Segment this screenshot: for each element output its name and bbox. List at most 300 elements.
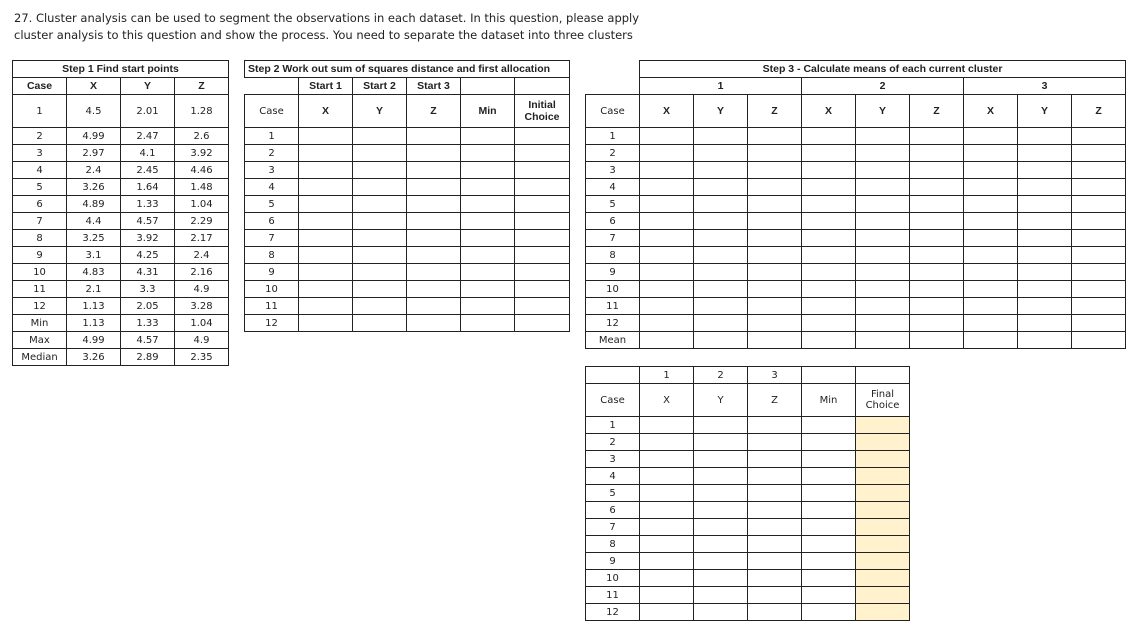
input-cell[interactable] — [802, 315, 856, 332]
input-cell[interactable] — [694, 604, 748, 621]
input-cell[interactable] — [407, 213, 461, 230]
input-cell[interactable] — [748, 247, 802, 264]
final-choice-cell[interactable] — [856, 417, 910, 434]
input-cell[interactable] — [640, 264, 694, 281]
input-cell[interactable] — [299, 298, 353, 315]
input-cell[interactable] — [694, 247, 748, 264]
input-cell[interactable] — [856, 162, 910, 179]
input-cell[interactable] — [964, 179, 1018, 196]
input-cell[interactable] — [964, 145, 1018, 162]
input-cell[interactable] — [748, 298, 802, 315]
column-header: Y — [694, 95, 748, 128]
input-cell[interactable] — [964, 281, 1018, 298]
row-label: 5 — [586, 485, 640, 502]
input-cell[interactable] — [802, 468, 856, 485]
row-label: 1 — [586, 417, 640, 434]
input-cell[interactable] — [802, 519, 856, 536]
input-cell[interactable] — [299, 196, 353, 213]
input-cell[interactable] — [299, 264, 353, 281]
row-label: 5 — [13, 179, 67, 196]
input-cell[interactable] — [910, 264, 964, 281]
column-header: X — [964, 95, 1018, 128]
input-cell[interactable] — [856, 179, 910, 196]
input-cell[interactable] — [353, 128, 407, 145]
input-cell[interactable] — [802, 485, 856, 502]
row-label: 2 — [13, 128, 67, 145]
input-cell[interactable] — [694, 451, 748, 468]
table-row — [245, 264, 570, 281]
input-cell[interactable] — [407, 145, 461, 162]
input-cell[interactable] — [1072, 162, 1126, 179]
input-cell[interactable] — [856, 298, 910, 315]
input-cell[interactable] — [694, 315, 748, 332]
input-cell[interactable] — [461, 145, 515, 162]
input-cell[interactable] — [353, 315, 407, 332]
row-label: 3 — [586, 162, 640, 179]
input-cell[interactable] — [1072, 213, 1126, 230]
input-cell[interactable] — [748, 519, 802, 536]
input-cell[interactable] — [964, 230, 1018, 247]
input-cell[interactable] — [748, 417, 802, 434]
input-cell[interactable] — [694, 417, 748, 434]
input-cell[interactable] — [407, 281, 461, 298]
input-cell[interactable] — [694, 196, 748, 213]
data-cell: 2.45 — [121, 162, 175, 179]
input-cell[interactable] — [407, 298, 461, 315]
input-cell[interactable] — [748, 128, 802, 145]
input-cell[interactable] — [748, 468, 802, 485]
table-row — [586, 162, 1126, 179]
table-row — [245, 162, 570, 179]
column-header: Case — [586, 95, 640, 128]
input-cell[interactable] — [1018, 213, 1072, 230]
input-cell[interactable] — [640, 145, 694, 162]
input-cell[interactable] — [856, 196, 910, 213]
question-text — [14, 10, 639, 44]
input-cell[interactable] — [910, 247, 964, 264]
input-cell[interactable] — [1072, 247, 1126, 264]
table-row — [586, 298, 1126, 315]
input-cell[interactable] — [964, 298, 1018, 315]
input-cell[interactable] — [802, 264, 856, 281]
input-cell[interactable] — [694, 162, 748, 179]
table-row — [13, 95, 229, 128]
input-cell[interactable] — [461, 281, 515, 298]
input-cell[interactable] — [461, 315, 515, 332]
input-cell[interactable] — [515, 298, 570, 315]
input-cell[interactable] — [640, 536, 694, 553]
input-cell[interactable] — [694, 553, 748, 570]
row-label: 1 — [245, 128, 299, 145]
input-cell[interactable] — [910, 315, 964, 332]
input-cell[interactable] — [856, 264, 910, 281]
final-choice-cell[interactable] — [856, 485, 910, 502]
table-row — [245, 298, 570, 315]
input-cell[interactable] — [353, 298, 407, 315]
input-cell[interactable] — [748, 604, 802, 621]
input-cell[interactable] — [802, 247, 856, 264]
input-cell[interactable] — [694, 434, 748, 451]
input-cell[interactable] — [1072, 315, 1126, 332]
input-cell[interactable] — [910, 230, 964, 247]
input-cell[interactable] — [640, 485, 694, 502]
input-cell[interactable] — [407, 179, 461, 196]
input-cell[interactable] — [515, 247, 570, 264]
input-cell[interactable] — [694, 179, 748, 196]
input-cell[interactable] — [802, 604, 856, 621]
input-cell[interactable] — [910, 298, 964, 315]
data-cell: 4.5 — [67, 95, 121, 128]
input-cell[interactable] — [1018, 230, 1072, 247]
input-cell[interactable] — [748, 145, 802, 162]
table-row — [245, 213, 570, 230]
row-label: 4 — [586, 468, 640, 485]
input-cell[interactable] — [964, 213, 1018, 230]
input-cell[interactable] — [515, 315, 570, 332]
input-cell[interactable] — [748, 553, 802, 570]
table-row — [245, 230, 570, 247]
input-cell[interactable] — [856, 128, 910, 145]
blank-cell — [586, 367, 640, 384]
input-cell[interactable] — [748, 196, 802, 213]
input-cell[interactable] — [461, 213, 515, 230]
input-cell[interactable] — [640, 587, 694, 604]
input-cell[interactable] — [353, 264, 407, 281]
input-cell[interactable] — [1018, 264, 1072, 281]
input-cell[interactable] — [694, 264, 748, 281]
row-label: 6 — [586, 502, 640, 519]
input-cell[interactable] — [640, 162, 694, 179]
input-cell[interactable] — [640, 604, 694, 621]
input-cell[interactable] — [1072, 264, 1126, 281]
final-choice-cell[interactable] — [856, 536, 910, 553]
input-cell[interactable] — [694, 145, 748, 162]
table-row — [586, 332, 1126, 349]
data-cell: 1.13 — [67, 298, 121, 315]
blank-cell — [461, 78, 515, 95]
input-cell[interactable] — [964, 247, 1018, 264]
input-cell[interactable] — [964, 315, 1018, 332]
input-cell[interactable] — [407, 247, 461, 264]
data-cell: 1.33 — [121, 315, 175, 332]
input-cell[interactable] — [694, 213, 748, 230]
column-header: Y — [1018, 95, 1072, 128]
final-label: Final — [870, 389, 895, 400]
input-cell[interactable] — [802, 536, 856, 553]
input-cell[interactable] — [748, 281, 802, 298]
input-cell[interactable] — [964, 162, 1018, 179]
input-cell[interactable] — [802, 553, 856, 570]
table-row — [245, 247, 570, 264]
final-choice-cell[interactable] — [856, 502, 910, 519]
input-cell[interactable] — [640, 451, 694, 468]
input-cell[interactable] — [461, 179, 515, 196]
input-cell[interactable] — [802, 196, 856, 213]
input-cell[interactable] — [910, 128, 964, 145]
mean-cell[interactable] — [694, 332, 748, 349]
mean-cell[interactable] — [964, 332, 1018, 349]
input-cell[interactable] — [910, 196, 964, 213]
input-cell[interactable] — [1018, 179, 1072, 196]
row-label: 12 — [586, 315, 640, 332]
input-cell[interactable] — [640, 553, 694, 570]
input-cell[interactable] — [910, 145, 964, 162]
final-choice-cell[interactable] — [856, 434, 910, 451]
input-cell[interactable] — [353, 281, 407, 298]
input-cell[interactable] — [802, 281, 856, 298]
input-cell[interactable] — [407, 128, 461, 145]
input-cell[interactable] — [1018, 128, 1072, 145]
input-cell[interactable] — [802, 145, 856, 162]
input-cell[interactable] — [461, 264, 515, 281]
table-row — [586, 315, 1126, 332]
input-cell[interactable] — [910, 213, 964, 230]
input-cell[interactable] — [1072, 281, 1126, 298]
input-cell[interactable] — [748, 230, 802, 247]
input-cell[interactable] — [299, 179, 353, 196]
row-label: 4 — [13, 162, 67, 179]
input-cell[interactable] — [1072, 179, 1126, 196]
input-cell[interactable] — [748, 162, 802, 179]
table-row — [13, 349, 229, 366]
input-cell[interactable] — [461, 230, 515, 247]
input-cell[interactable] — [694, 230, 748, 247]
input-cell[interactable] — [353, 247, 407, 264]
final-choice-cell[interactable] — [856, 587, 910, 604]
input-cell[interactable] — [640, 281, 694, 298]
input-cell[interactable] — [640, 128, 694, 145]
data-cell: 2.17 — [175, 230, 229, 247]
input-cell[interactable] — [515, 230, 570, 247]
input-cell[interactable] — [694, 519, 748, 536]
input-cell[interactable] — [1018, 281, 1072, 298]
input-cell[interactable] — [802, 230, 856, 247]
input-cell[interactable] — [299, 213, 353, 230]
input-cell[interactable] — [748, 451, 802, 468]
input-cell[interactable] — [694, 468, 748, 485]
input-cell[interactable] — [748, 587, 802, 604]
input-cell[interactable] — [640, 230, 694, 247]
input-cell[interactable] — [299, 315, 353, 332]
input-cell[interactable] — [515, 281, 570, 298]
final-choice-cell[interactable] — [856, 451, 910, 468]
input-cell[interactable] — [407, 230, 461, 247]
input-cell[interactable] — [856, 315, 910, 332]
input-cell[interactable] — [802, 179, 856, 196]
input-cell[interactable] — [640, 213, 694, 230]
input-cell[interactable] — [299, 128, 353, 145]
input-cell[interactable] — [640, 196, 694, 213]
input-cell[interactable] — [748, 570, 802, 587]
input-cell[interactable] — [856, 247, 910, 264]
input-cell[interactable] — [1018, 315, 1072, 332]
input-cell[interactable] — [461, 298, 515, 315]
mean-cell[interactable] — [856, 332, 910, 349]
input-cell[interactable] — [1018, 298, 1072, 315]
input-cell[interactable] — [856, 281, 910, 298]
input-cell[interactable] — [640, 417, 694, 434]
input-cell[interactable] — [640, 468, 694, 485]
final-choice-cell[interactable] — [856, 519, 910, 536]
input-cell[interactable] — [802, 570, 856, 587]
input-cell[interactable] — [910, 281, 964, 298]
input-cell[interactable] — [694, 587, 748, 604]
data-cell: 3.92 — [175, 145, 229, 162]
input-cell[interactable] — [461, 196, 515, 213]
input-cell[interactable] — [694, 570, 748, 587]
input-cell[interactable] — [353, 145, 407, 162]
input-cell[interactable] — [1018, 196, 1072, 213]
mean-cell[interactable] — [640, 332, 694, 349]
input-cell[interactable] — [1018, 145, 1072, 162]
choice-label: Choice — [865, 400, 900, 411]
mean-cell[interactable] — [1072, 332, 1126, 349]
input-cell[interactable] — [802, 502, 856, 519]
input-cell[interactable] — [748, 264, 802, 281]
input-cell[interactable] — [515, 213, 570, 230]
row-label: 12 — [13, 298, 67, 315]
table-row — [586, 145, 1126, 162]
input-cell[interactable] — [802, 451, 856, 468]
input-cell[interactable] — [748, 536, 802, 553]
input-cell[interactable] — [407, 162, 461, 179]
final-choice-table — [585, 366, 910, 621]
row-label: 6 — [13, 196, 67, 213]
mean-cell[interactable] — [802, 332, 856, 349]
input-cell[interactable] — [802, 587, 856, 604]
mean-cell[interactable] — [910, 332, 964, 349]
input-cell[interactable] — [299, 145, 353, 162]
input-cell[interactable] — [299, 230, 353, 247]
input-cell[interactable] — [748, 213, 802, 230]
mean-cell[interactable] — [748, 332, 802, 349]
input-cell[interactable] — [1072, 196, 1126, 213]
input-cell[interactable] — [640, 179, 694, 196]
data-cell: 4.31 — [121, 264, 175, 281]
input-cell[interactable] — [1072, 145, 1126, 162]
table-row — [586, 519, 910, 536]
input-cell[interactable] — [461, 162, 515, 179]
mean-label: Mean — [586, 332, 640, 349]
column-header: Min — [461, 95, 515, 128]
input-cell[interactable] — [353, 162, 407, 179]
input-cell[interactable] — [802, 213, 856, 230]
input-cell[interactable] — [802, 128, 856, 145]
input-cell[interactable] — [640, 315, 694, 332]
input-cell[interactable] — [299, 247, 353, 264]
input-cell[interactable] — [1072, 230, 1126, 247]
input-cell[interactable] — [515, 128, 570, 145]
data-cell: 2.6 — [175, 128, 229, 145]
table-row — [13, 162, 229, 179]
input-cell[interactable] — [748, 485, 802, 502]
input-cell[interactable] — [1018, 162, 1072, 179]
input-cell[interactable] — [748, 502, 802, 519]
input-cell[interactable] — [515, 145, 570, 162]
input-cell[interactable] — [856, 230, 910, 247]
column-header: X — [640, 95, 694, 128]
input-cell[interactable] — [802, 434, 856, 451]
input-cell[interactable] — [910, 179, 964, 196]
input-cell[interactable] — [802, 417, 856, 434]
input-cell[interactable] — [515, 264, 570, 281]
input-cell[interactable] — [802, 162, 856, 179]
column-header: Case — [586, 384, 640, 417]
final-choice-cell[interactable] — [856, 468, 910, 485]
input-cell[interactable] — [407, 196, 461, 213]
table-row — [13, 179, 229, 196]
input-cell[interactable] — [748, 315, 802, 332]
row-label: 1 — [13, 95, 67, 128]
input-cell[interactable] — [694, 502, 748, 519]
data-cell: 2.1 — [67, 281, 121, 298]
input-cell[interactable] — [694, 128, 748, 145]
input-cell[interactable] — [515, 162, 570, 179]
data-cell: 4.1 — [121, 145, 175, 162]
input-cell[interactable] — [640, 570, 694, 587]
input-cell[interactable] — [694, 298, 748, 315]
input-cell[interactable] — [694, 536, 748, 553]
input-cell[interactable] — [461, 128, 515, 145]
final-choice-cell[interactable] — [856, 570, 910, 587]
input-cell[interactable] — [299, 162, 353, 179]
table-row — [245, 281, 570, 298]
input-cell[interactable] — [407, 315, 461, 332]
input-cell[interactable] — [640, 502, 694, 519]
row-label: 7 — [245, 230, 299, 247]
data-cell: 2.4 — [67, 162, 121, 179]
input-cell[interactable] — [515, 179, 570, 196]
table-row — [13, 281, 229, 298]
input-cell[interactable] — [748, 179, 802, 196]
input-cell[interactable] — [856, 145, 910, 162]
input-cell[interactable] — [640, 519, 694, 536]
final-choice-cell[interactable] — [856, 553, 910, 570]
input-cell[interactable] — [515, 196, 570, 213]
input-cell[interactable] — [461, 247, 515, 264]
input-cell[interactable] — [802, 298, 856, 315]
input-cell[interactable] — [640, 298, 694, 315]
final-choice-cell[interactable] — [856, 604, 910, 621]
input-cell[interactable] — [964, 264, 1018, 281]
input-cell[interactable] — [353, 230, 407, 247]
input-cell[interactable] — [1072, 298, 1126, 315]
input-cell[interactable] — [407, 264, 461, 281]
data-cell: 2.05 — [121, 298, 175, 315]
input-cell[interactable] — [910, 162, 964, 179]
input-cell[interactable] — [1018, 247, 1072, 264]
input-cell[interactable] — [748, 434, 802, 451]
input-cell[interactable] — [353, 213, 407, 230]
input-cell[interactable] — [640, 434, 694, 451]
input-cell[interactable] — [964, 196, 1018, 213]
input-cell[interactable] — [353, 179, 407, 196]
input-cell[interactable] — [856, 213, 910, 230]
input-cell[interactable] — [1072, 128, 1126, 145]
input-cell[interactable] — [353, 196, 407, 213]
table-row — [13, 213, 229, 230]
mean-cell[interactable] — [1018, 332, 1072, 349]
input-cell[interactable] — [964, 128, 1018, 145]
input-cell[interactable] — [640, 247, 694, 264]
row-label: 5 — [245, 196, 299, 213]
row-label: 2 — [586, 434, 640, 451]
column-header: Min — [802, 384, 856, 417]
input-cell[interactable] — [694, 485, 748, 502]
input-cell[interactable] — [299, 281, 353, 298]
input-cell[interactable] — [694, 281, 748, 298]
column-header: Case — [13, 78, 67, 95]
